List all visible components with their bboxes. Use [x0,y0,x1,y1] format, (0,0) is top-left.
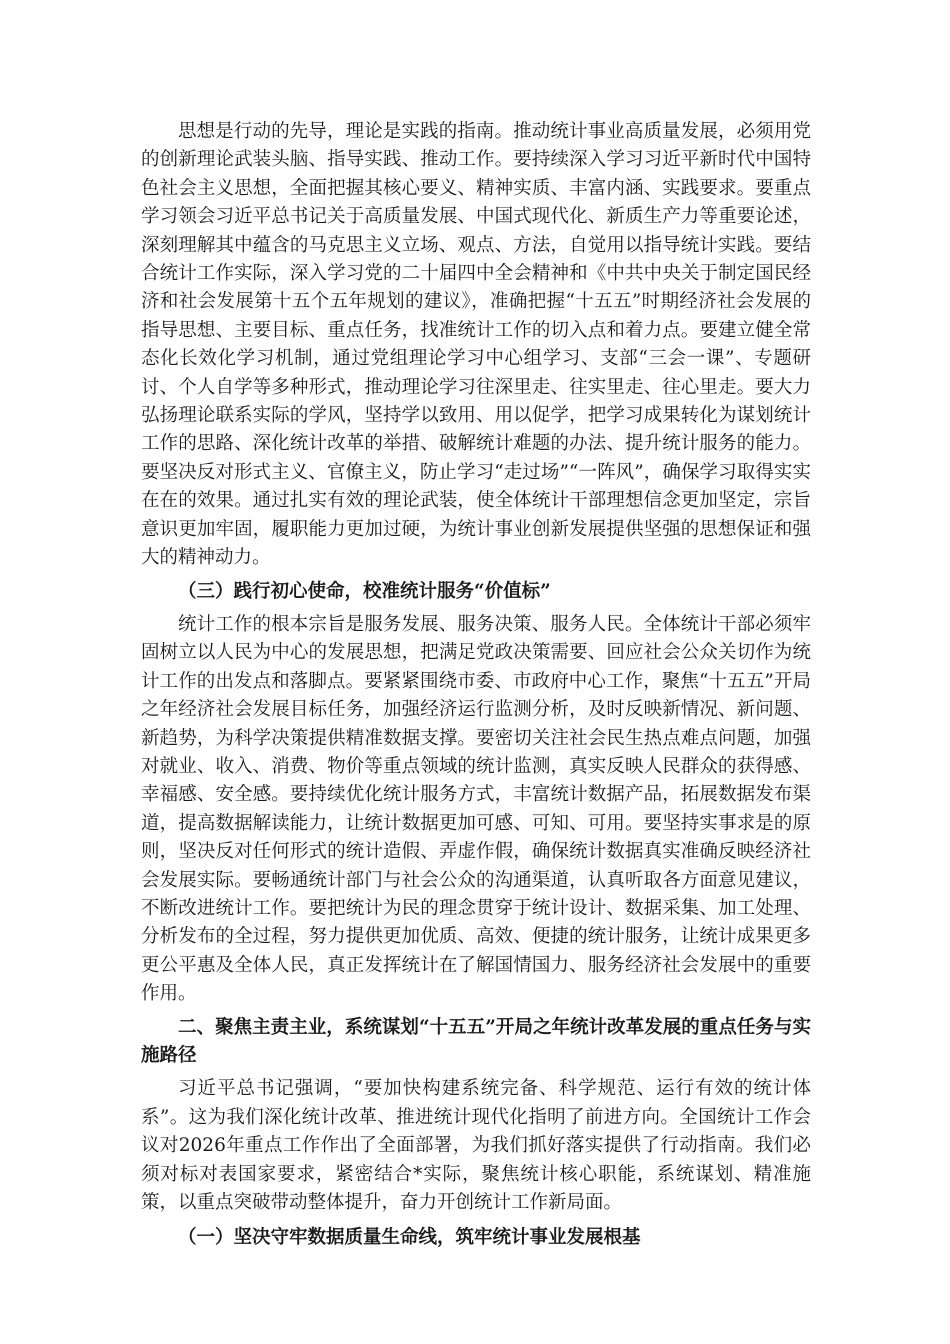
body-paragraph-service: 统计工作的根本宗旨是服务发展、服务决策、服务人民。全体统计干部必须牢固树立以人民为中心的发展思想，把满足党政决策需要、回应社会公众关切作为统计工作的出发点和落脚点。要紧紧围绕市委、市政府中心工作，聚焦“十五五”开局之年经济社会发展目标任务，加强经济运行监测分析，及时反映新情况、新问题、新趋势，为科学决策提供精准数据支撑。要密切关注社会民生热点难点问题，加强对就业、收入、消费、物价等重点领域的统计监测，真实反映人民群众的获得感、幸福感、安全感。要持续优化统计服务方式，丰富统计数据产品，拓展数据发布渠道，提高数据解读能力，让统计数据更加可感、可知、可用。要坚持实事求是的原则，坚决反对任何形式的统计造假、弄虚作假，确保统计数据真实准确反映经济社会发展实际。要畅通统计部门与社会公众的沟通渠道，认真听取各方面意见建议，不断改进统计工作。要把统计为民的理念贯穿于统计设计、数据采集、加工处理、分析发布的全过程，努力提供更加优质、高效、便捷的统计服务，让统计成果更多更公平惠及全体人民，真正发挥统计在了解国情国力、服务经济社会发展中的重要作用。 [141,613,811,1005]
section-heading-two: 二、聚焦主责主业，系统谋划“十五五”开局之年统计改革发展的重点任务与实施路径 [141,1016,811,1066]
body-paragraph-system: 习近平总书记强调，“要加快构建系统完备、科学规范、运行有效的统计体系”。这为我们深化统计改革、推进统计现代化指明了前进方向。全国统计工作会议对2026年重点工作作出了全面部署，为我们抓好落实提供了行动指南。我们必须对标对表国家要求，紧密结合*实际，聚焦统计核心职能，系统谋划、精准施策，以重点突破带动整体提升，奋力开创统计工作新局面。 [141,1078,811,1214]
subheading-data-quality: （一）坚决守牢数据质量生命线，筑牢统计事业发展根基 [178,1227,641,1249]
document-body [141,118,811,1253]
subheading-mission: （三）践行初心使命，校准统计服务“价值标” [178,580,551,602]
body-paragraph-theory: 思想是行动的先导，理论是实践的指南。推动统计事业高质量发展，必须用党的创新理论武装头脑、指导实践、推动工作。要持续深入学习习近平新时代中国特色社会主义思想，全面把握其核心要义、精神实质、丰富内涵、实践要求。要重点学习领会习近平总书记关于高质量发展、中国式现代化、新质生产力等重要论述，深刻理解其中蕴含的马克思主义立场、观点、方法，自觉用以指导统计实践。要结合统计工作实际，深入学习党的二十届四中全会精神和《中共中央关于制定国民经济和社会发展第十五个五年规划的建议》，准确把握“十五五”时期经济社会发展的指导思想、主要目标、重点任务，找准统计工作的切入点和着力点。要建立健全常态化长效化学习机制，通过党组理论学习中心组学习、支部“三会一课”、专题研讨、个人自学等多种形式，推动理论学习往深里走、往实里走、往心里走。要大力弘扬理论联系实际的学风，坚持学以致用、用以促学，把学习成果转化为谋划统计工作的思路、深化统计改革的举措、破解统计难题的办法、提升统计服务的能力。要坚决反对形式主义、官僚主义，防止学习“走过场”“一阵风”，确保学习取得实实在在的效果。通过扎实有效的理论武装，使全体统计干部理想信念更加坚定，宗旨意识更加牢固，履职能力更加过硬，为统计事业创新发展提供坚强的思想保证和强大的精神动力。 [141,121,811,569]
